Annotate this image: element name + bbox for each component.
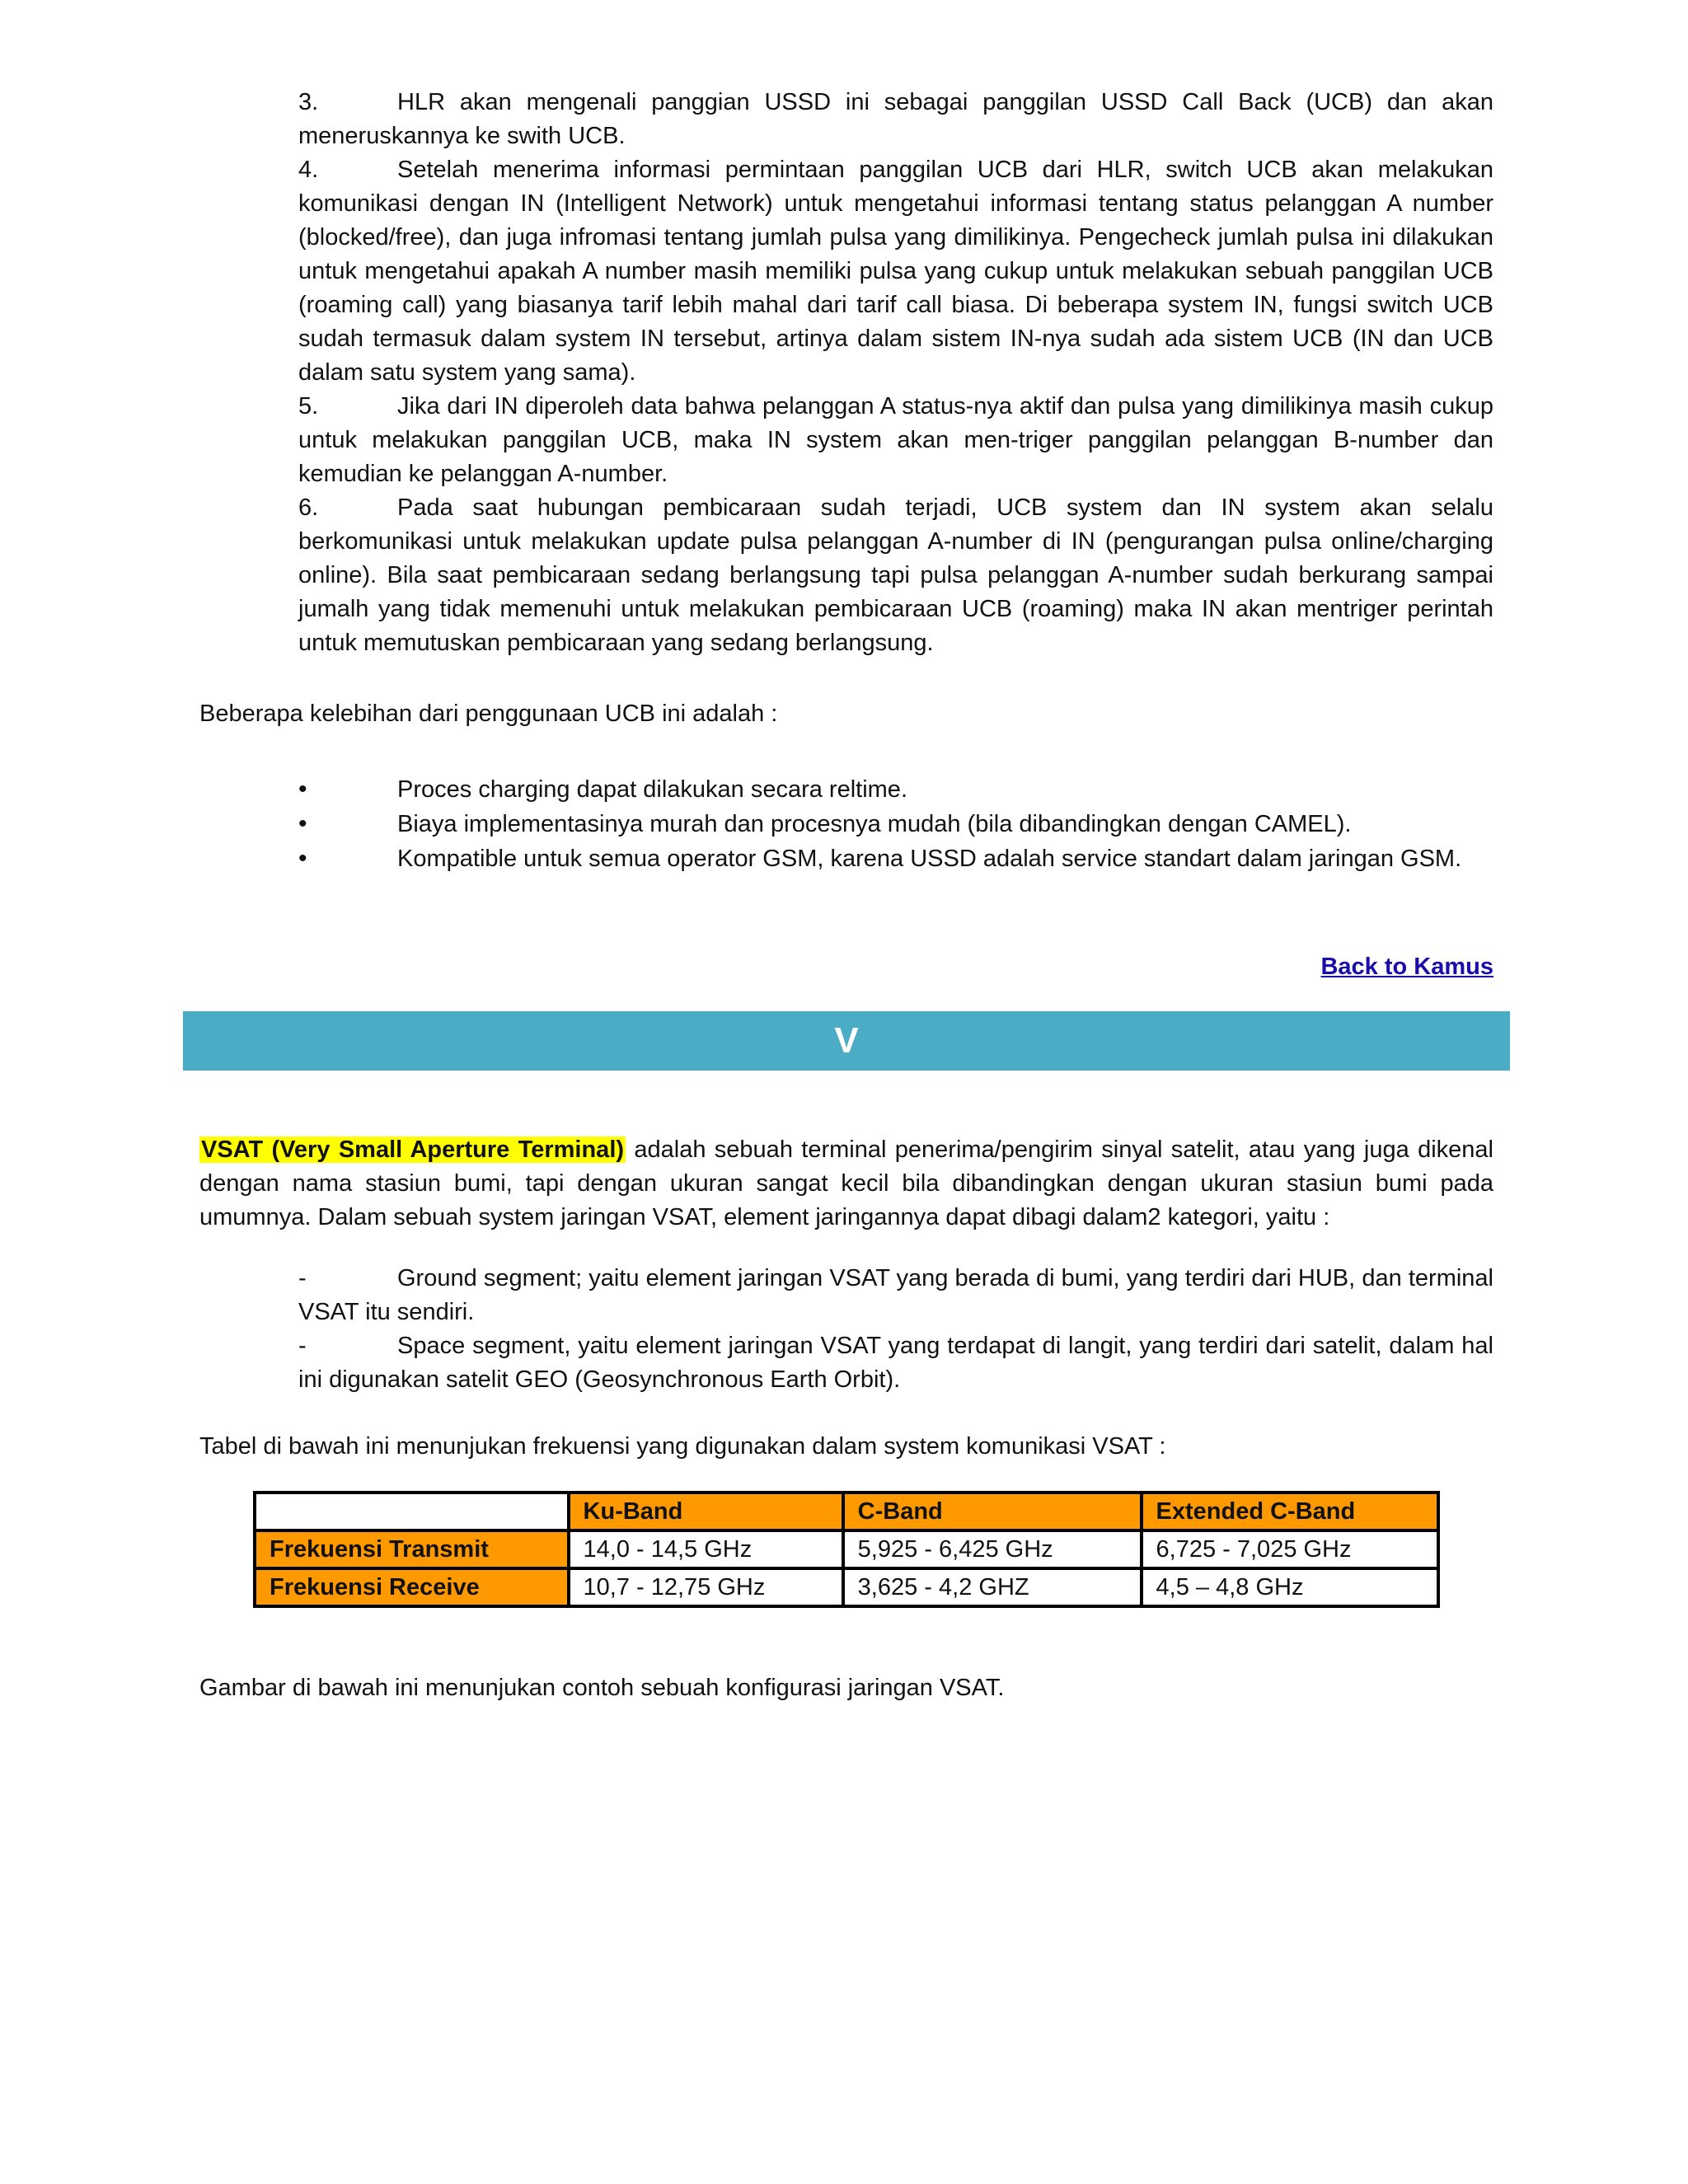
vsat-definition-text: adalah sebuah terminal penerima/pengirim sinyal satelit, atau yang juga dikenal dengan nama stasiun bumi, tapi dengan ukuran sangat kecil bila dibandingkan dengan ukuran stasiun bumi pada umumnya. Dalam sebuah system jaringan VSAT, element jaringannya dapat dibagi dalam2 kategori, yaitu :: [199, 1137, 1494, 1230]
list-item: [298, 491, 1493, 660]
section-header-v: V: [183, 1011, 1510, 1071]
table-cell: 14,0 - 14,5 GHz: [569, 1530, 843, 1568]
frequency-table: [253, 1491, 1440, 1608]
list-text: Kompatible untuk semua operator GSM, karena USSD adalah service standart dalam jaringan GSM.: [397, 846, 1462, 872]
dash-icon: -: [298, 1333, 307, 1359]
table-header-cell: Ku-Band: [569, 1493, 843, 1530]
table-row: [255, 1568, 1438, 1606]
back-to-kamus-link[interactable]: Back to Kamus: [1320, 954, 1493, 980]
advantages-intro: Beberapa kelebihan dari penggunaan UCB ini adalah :: [199, 701, 778, 727]
list-text: Biaya implementasinya murah dan procesnya mudah (bila dibandingkan dengan CAMEL).: [397, 811, 1352, 837]
list-text: Ground segment; yaitu element jaringan VSAT yang berada di bumi, yang terdiri dari HUB, dan terminal VSAT itu sendiri.: [298, 1265, 1493, 1325]
table-header-row: [255, 1493, 1438, 1530]
bullet-icon: •: [298, 845, 307, 872]
advantages-list: [298, 772, 1493, 876]
list-item: [298, 1262, 1493, 1329]
table-cell: 10,7 - 12,75 GHz: [569, 1568, 843, 1606]
bullet-icon: •: [298, 810, 307, 837]
list-text: Setelah menerima informasi permintaan panggilan UCB dari HLR, switch UCB akan melakukan komunikasi dengan IN (Intelligent Network) untuk mengetahui informasi tentang status pelanggan A number (blocked/free), dan juga infromasi tentang jumlah pulsa yang dimilikinya. Pengecheck jumlah pulsa ini dilakukan untuk mengetahui apakah A number masih memiliki pulsa yang cukup untuk melakukan sebuah panggilan UCB (roaming call) yang biasanya tarif lebih mahal dari tarif call biasa. Di beberapa system IN, fungsi switch UCB sudah termasuk dalam system IN tersebut, artinya dalam sistem IN-nya sudah ada sistem UCB (IN dan UCB dalam satu system yang sama).: [298, 157, 1493, 386]
table-header-cell: Extended C-Band: [1142, 1493, 1438, 1530]
table-cell: 5,925 - 6,425 GHz: [843, 1530, 1142, 1568]
table-header-cell: C-Band: [843, 1493, 1142, 1530]
list-item: [298, 153, 1493, 390]
table-cell: 3,625 - 4,2 GHZ: [843, 1568, 1142, 1606]
list-item: [298, 841, 1493, 876]
table-header-cell: [255, 1493, 569, 1530]
list-number: 6.: [298, 494, 319, 521]
table-caption: Tabel di bawah ini menunjukan frekuensi yang digunakan dalam system komunikasi VSAT :: [199, 1433, 1166, 1460]
segment-list: [298, 1262, 1493, 1397]
vsat-term-highlight: VSAT (Very Small Aperture Terminal): [201, 1137, 625, 1163]
list-item: [298, 1329, 1493, 1397]
list-item: [298, 772, 1493, 807]
list-item: [298, 390, 1493, 491]
list-text: Proces charging dapat dilakukan secara reltime.: [397, 776, 907, 803]
figure-caption: Gambar di bawah ini menunjukan contoh sebuah konfigurasi jaringan VSAT.: [199, 1675, 1005, 1701]
table-row: [255, 1530, 1438, 1568]
list-number: 4.: [298, 157, 319, 183]
list-text: Pada saat hubungan pembicaraan sudah terjadi, UCB system dan IN system akan selalu berkomunikasi untuk melakukan update pulsa pelanggan A-number di IN (pengurangan pulsa online/charging online). Bila saat pembicaraan sedang berlangsung tapi pulsa pelanggan A-number sudah berkurang sampai jumalh yang tidak memenuhi untuk melakukan pembicaraan UCB (roaming) maka IN akan mentriger perintah untuk memutuskan pembicaraan yang sedang berlangsung.: [298, 494, 1493, 656]
list-number: 5.: [298, 393, 319, 419]
bullet-icon: •: [298, 776, 307, 803]
vsat-definition: [199, 1133, 1493, 1235]
table-row-header: Frekuensi Transmit: [255, 1530, 569, 1568]
numbered-list: [298, 86, 1493, 660]
list-item: [298, 807, 1493, 841]
list-item: [298, 86, 1493, 153]
list-number: 3.: [298, 89, 319, 115]
table-cell: 4,5 – 4,8 GHz: [1142, 1568, 1438, 1606]
table-cell: 6,725 - 7,025 GHz: [1142, 1530, 1438, 1568]
dash-icon: -: [298, 1265, 307, 1291]
table-row-header: Frekuensi Receive: [255, 1568, 569, 1606]
list-text: Space segment, yaitu element jaringan VSAT yang terdapat di langit, yang terdiri dari satelit, dalam hal ini digunakan satelit GEO (Geosynchronous Earth Orbit).: [298, 1333, 1493, 1393]
list-text: Jika dari IN diperoleh data bahwa pelanggan A status-nya aktif dan pulsa yang dimilikinya masih cukup untuk melakukan panggilan UCB, maka IN system akan men-triger panggilan pelanggan B-number dan kemudian ke pelanggan A-number.: [298, 393, 1493, 487]
list-text: HLR akan mengenali panggian USSD ini sebagai panggilan USSD Call Back (UCB) dan akan meneruskannya ke swith UCB.: [298, 89, 1493, 149]
